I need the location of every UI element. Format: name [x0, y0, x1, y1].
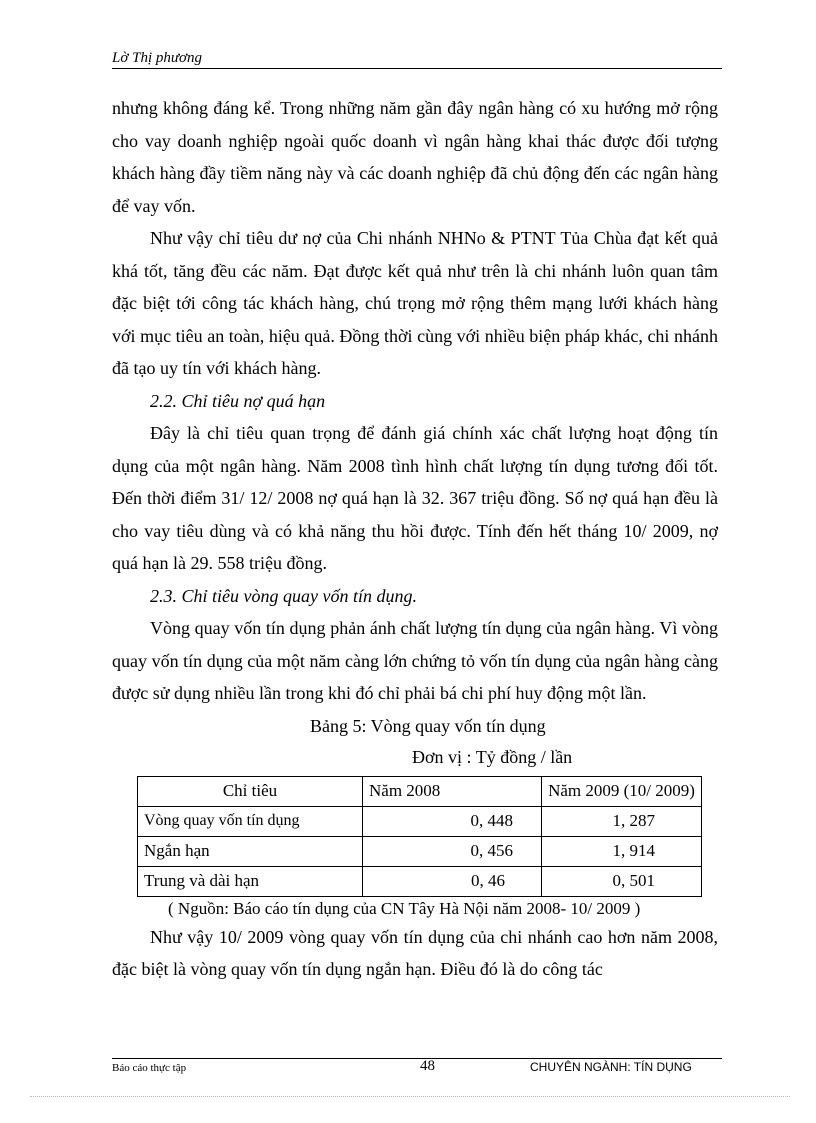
table-cell-label: Ngắn hạn: [138, 836, 363, 866]
footer-report-label: Báo cáo thực tập: [112, 1062, 187, 1074]
table-cell-value: 0, 456: [363, 836, 542, 866]
section-heading-2-2: 2.2. Chỉ tiêu nợ quá hạn: [150, 390, 326, 411]
table-source-note: ( Nguồn: Báo cáo tín dụng của CN Tây Hà Nội năm 2008- 10/ 2009 ): [168, 898, 641, 918]
bottom-dotted-line: [30, 1096, 790, 1097]
paragraph-1: nhưng không đáng kể. Trong những năm gần đây ngân hàng có xu hướng mở rộng cho vay doanh nghiệp ngoài quốc doanh vì ngân hàng khai thác được đối tượng khách hàng đầy tiềm năng này và các doanh nghiệp đã chủ động đến các ngân hàng để vay vốn.: [112, 98, 718, 216]
table-row: [138, 806, 702, 836]
table-header-cell: Năm 2008: [363, 776, 542, 806]
footer-rule: [112, 1058, 722, 1059]
table-title: Bảng 5: Vòng quay vốn tín dụng: [310, 715, 546, 736]
page-header-author: Lờ Thị phương: [112, 50, 203, 66]
footer-major-label: CHUYÊN NGÀNH: TÍN DỤNG: [530, 1060, 692, 1074]
table-cell-label: Trung và dài hạn: [138, 866, 363, 896]
table-row: [138, 866, 702, 896]
table-cell-value: 0, 501: [542, 866, 702, 896]
document-body: [112, 92, 718, 986]
credit-turnover-table: [137, 776, 702, 897]
table-cell-label: Vòng quay vốn tín dụng: [138, 806, 363, 836]
paragraph-2: Như vậy chỉ tiêu dư nợ của Chi nhánh NHNo & PTNT Tủa Chùa đạt kết quả khá tốt, tăng đều các năm. Đạt được kết quả như trên là chi nhánh luôn quan tâm đặc biệt tới công tác khách hàng, chú trọng mở rộng thêm mạng lưới khách hàng với mục tiêu an toàn, hiệu quả. Đồng thời cùng với nhiều biện pháp khác, chi nhánh đã tạo uy tín với khách hàng.: [112, 228, 718, 378]
table-cell-value: 0, 448: [363, 806, 542, 836]
paragraph-5: Như vậy 10/ 2009 vòng quay vốn tín dụng của chi nhánh cao hơn năm 2008, đặc biệt là vòng quay vốn tín dụng ngắn hạn. Điều đó là do công tác: [112, 926, 718, 979]
table-cell-value: 1, 287: [542, 806, 702, 836]
table-header-row: [138, 776, 702, 806]
paragraph-3: Đây là chỉ tiêu quan trọng để đánh giá chính xác chất lượng hoạt động tín dụng của một ngân hàng. Năm 2008 tình hình chất lượng tín dụng tương đối tốt. Đến thời điểm 31/ 12/ 2008 nợ quá hạn là 32. 367 triệu đồng. Số nợ quá hạn đều là cho vay tiêu dùng và có khả năng thu hồi được. Tính đến hết tháng 10/ 2009, nợ quá hạn là 29. 558 triệu đồng.: [112, 423, 718, 573]
header-rule: [112, 68, 722, 69]
table-row: [138, 836, 702, 866]
page-number: 48: [420, 1058, 435, 1074]
paragraph-4: Vòng quay vốn tín dụng phản ánh chất lượng tín dụng của ngân hàng. Vì vòng quay vốn tín dụng của một năm càng lớn chứng tỏ vốn tín dụng của ngân hàng càng được sử dụng nhiều lần trong khi đó chỉ phải bá chi phí huy động một lần.: [112, 618, 718, 703]
table-unit: Đơn vị : Tỷ đồng / lần: [412, 746, 573, 767]
table-cell-value: 1, 914: [542, 836, 702, 866]
table-cell-value: 0, 46: [363, 866, 542, 896]
table-header-cell: Chỉ tiêu: [138, 776, 363, 806]
section-heading-2-3: 2.3. Chỉ tiêu vòng quay vốn tín dụng.: [150, 585, 417, 606]
table-header-cell: Năm 2009 (10/ 2009): [542, 776, 702, 806]
